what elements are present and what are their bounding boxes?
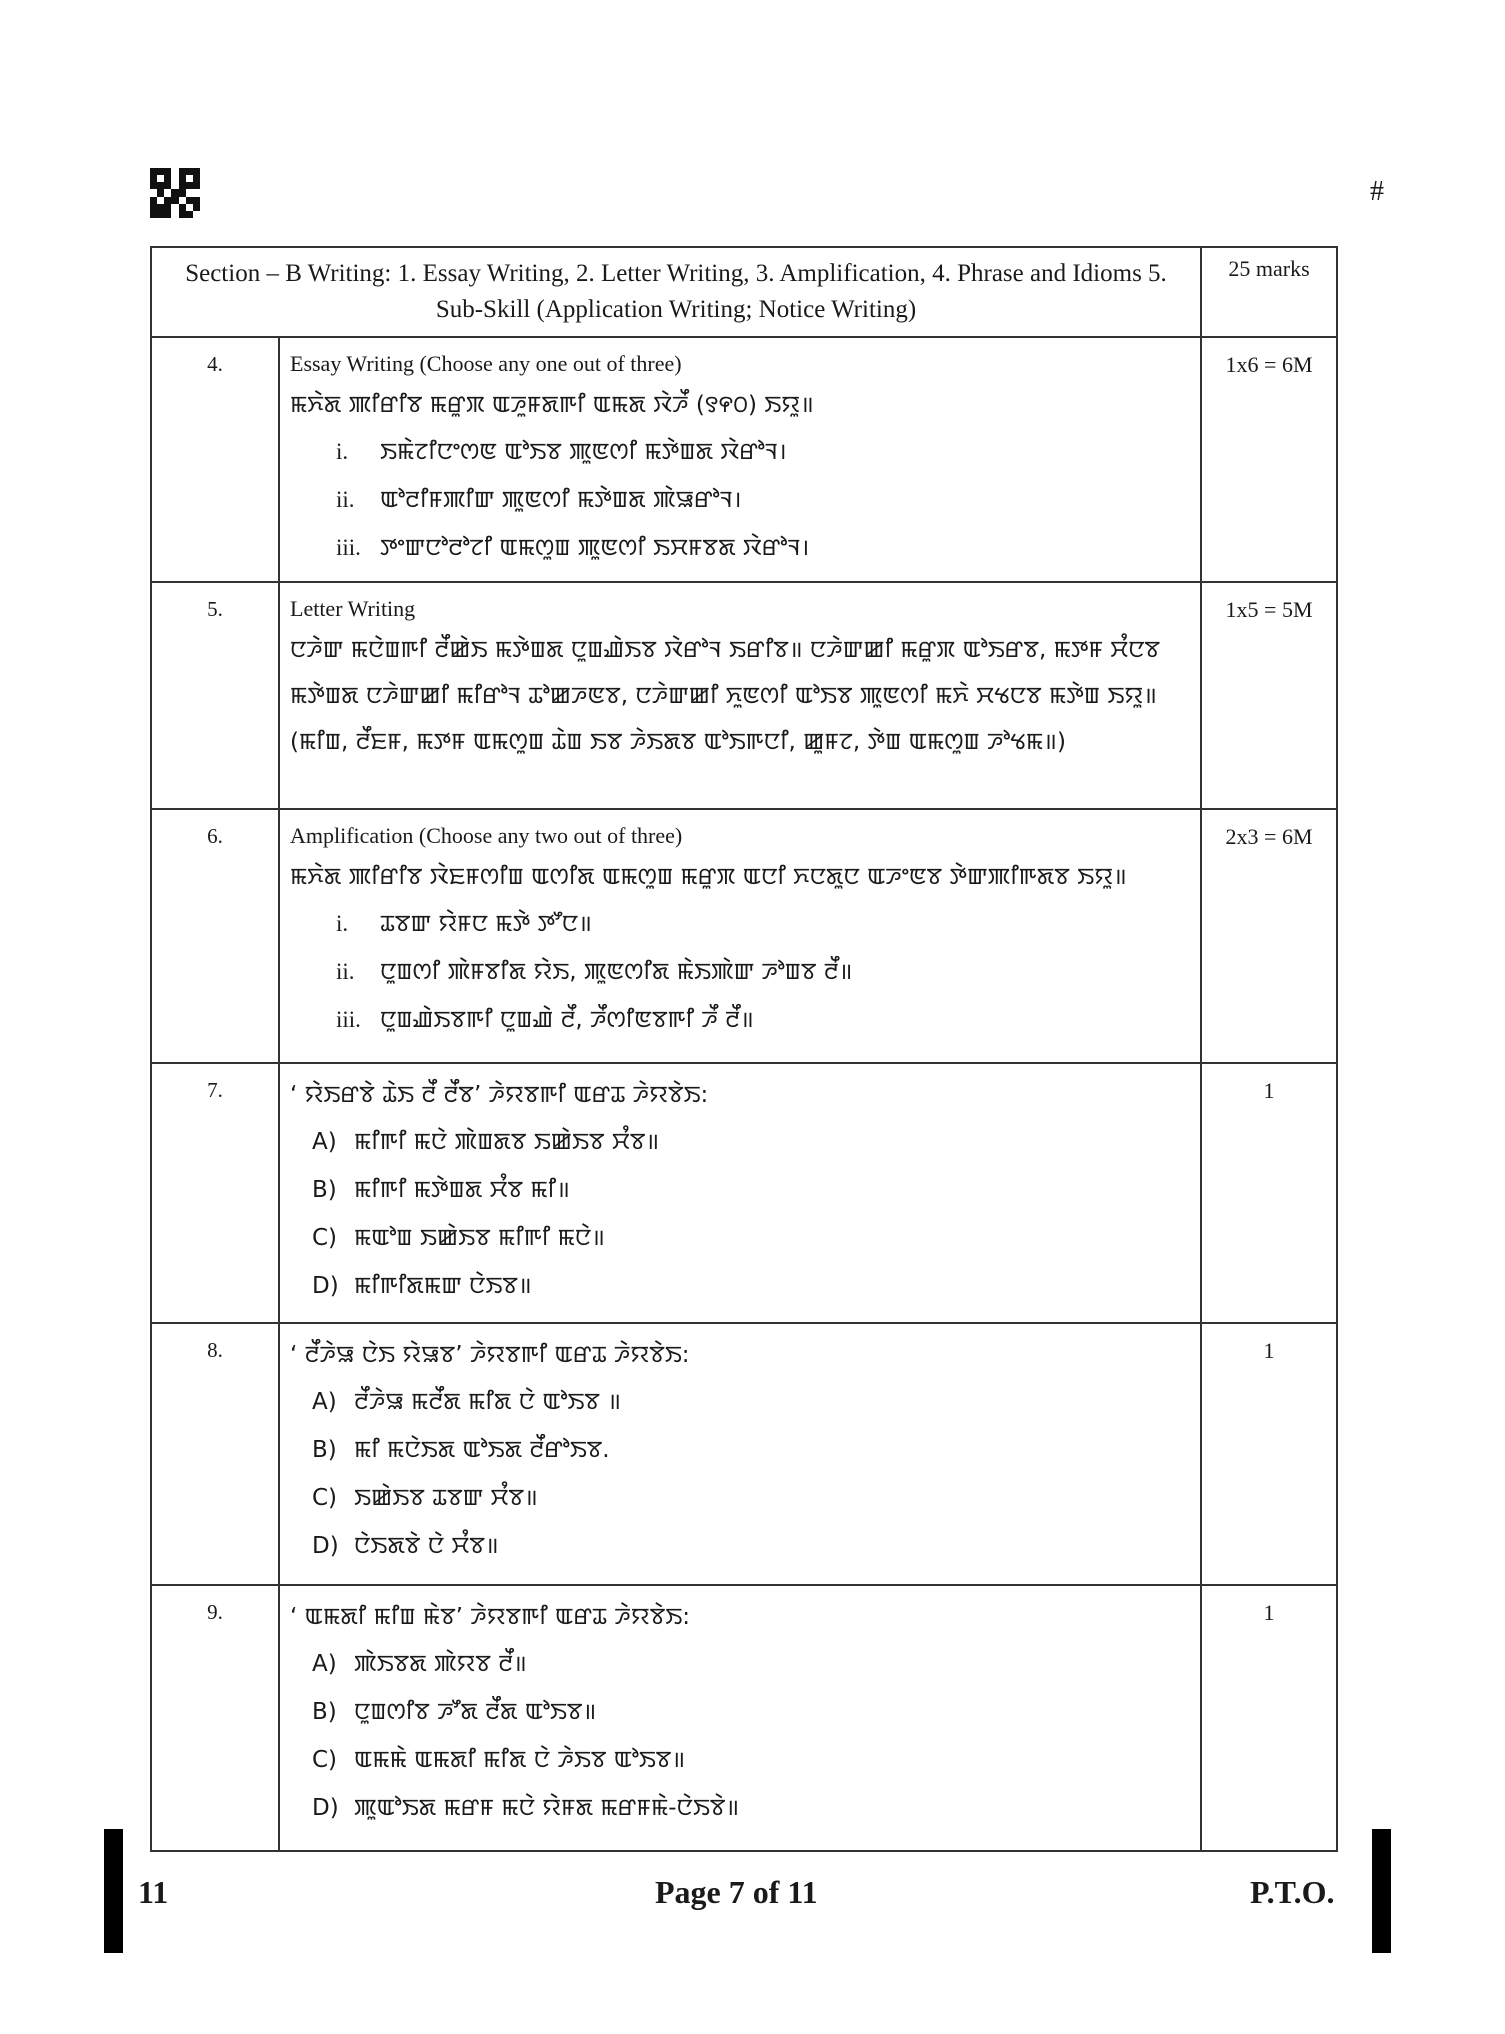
question-number: 7.: [151, 1063, 279, 1323]
question-number: 8.: [151, 1323, 279, 1585]
right-margin-bar: [1372, 1829, 1391, 1953]
option-label: B): [312, 1699, 337, 1725]
option-label: A): [312, 1129, 337, 1155]
option-label: C): [312, 1225, 338, 1251]
answer-option: [290, 1262, 1190, 1310]
question-title: Letter Writing: [290, 596, 416, 621]
item-text: ꯏꯃꯥꯖꯤꯅꯦꯁꯟ ꯑꯣꯏꯕ ꯄꯨꯟꯁꯤ ꯃꯇꯥꯡꯗ ꯋꯥꯔꯣꯜ।: [380, 439, 787, 465]
topic-item: [290, 476, 1190, 524]
question-marks: 1: [1201, 1323, 1337, 1585]
option-text: ꯅꯨꯡꯁꯤꯕ ꯍꯧꯗ ꯂꯩꯗ ꯑꯣꯏꯕ॥: [354, 1699, 597, 1725]
answer-option: [290, 1166, 1190, 1214]
page-hash-mark: #: [1370, 176, 1384, 207]
option-text: ꯑꯃꯃꯥ ꯑꯃꯗꯤ ꯃꯤꯗ ꯅꯥ ꯍꯥꯏꯕ ꯑꯣꯏꯕ॥: [354, 1747, 686, 1773]
footer-code: 11: [138, 1874, 169, 1910]
topic-item: [290, 428, 1190, 476]
option-text: ꯃꯤꯒꯤꯗꯃꯛ ꯅꯥꯏꯕ॥: [354, 1273, 532, 1299]
question-instruction: ꯃꯈꯥꯗ ꯄꯤꯔꯤꯕ ꯃꯔꯨꯞ ꯑꯍꯨꯝꯗꯒꯤ ꯑꯃꯗ ꯋꯥꯍꯩ (꯱꯵꯰) ꯏꯌꯨ॥: [290, 392, 814, 418]
topic-item: [290, 948, 1190, 996]
question-instruction: ꯃꯈꯥꯗ ꯄꯤꯔꯤꯕ ꯋꯥꯐꯝꯁꯤꯡ ꯑꯁꯤꯗ ꯑꯃꯁꯨꯡ ꯃꯔꯨꯞ ꯑꯅꯤ ꯈꯅꯗꯨꯅ ꯑꯍꯦꯟꯕ ꯇꯥꯛꯄꯤꯒꯗꯕ ꯏꯌꯨ॥: [290, 864, 1127, 890]
question-row: [151, 337, 1337, 582]
answer-option: [290, 1378, 1190, 1426]
option-label: B): [312, 1437, 337, 1463]
option-label: A): [312, 1651, 337, 1677]
answer-option: [290, 1640, 1190, 1688]
section-title: Section – B Writing: 1. Essay Writing, 2. Letter Writing, 3. Amplification, 4. Phrase and Idioms 5. Sub-Skill (Application Writing; Notice Writing): [151, 247, 1201, 337]
answer-option: [290, 1474, 1190, 1522]
question-row: [151, 809, 1337, 1063]
question-number: 6.: [151, 809, 279, 1063]
question-number: 4.: [151, 337, 279, 582]
option-text: ꯃꯤ ꯃꯅꯥꯏꯗ ꯑꯣꯏꯗ ꯂꯩꯔꯣꯏꯕ.: [354, 1437, 610, 1463]
question-row: [151, 1063, 1337, 1323]
item-text: ꯑꯣꯂꯤꯝꯄꯤꯛ ꯄꯨꯟꯁꯤ ꯃꯇꯥꯡꯗ ꯄꯥꯎꯔꯣꯜ।: [380, 487, 742, 513]
option-text: ꯄꯥꯏꯕꯗ ꯄꯥꯌꯕ ꯂꯩ॥: [354, 1651, 527, 1677]
answer-option: [290, 1214, 1190, 1262]
question-instruction: ꯅꯍꯥꯛ ꯃꯅꯥꯡꯒꯤ ꯂꯩꯀꯥꯏ ꯃꯇꯥꯡꯗ ꯅꯨꯡꯉꯥꯏꯕ ꯋꯥꯔꯣꯜ ꯏꯔꯤꯕ॥ ꯅꯍꯥꯛꯀꯤ ꯃꯔꯨꯞ ꯑꯣꯏꯔꯕ, ꯃꯇꯝ ꯆꯪꯅꯕ ꯃꯇꯥꯡꯗ ꯅꯍꯥꯛꯀꯤ ꯃꯤꯔꯣꯜ ꯊꯣꯀꯍꯟꯕ, ꯅꯍꯥꯛꯀꯤ ꯈꯨꯟꯁꯤ ꯑꯣꯏꯕ ꯄꯨꯟꯁꯤ ꯃꯈꯥ ꯆꯠꯅꯕ ꯃꯇꯥꯡ ꯏꯌꯨ॥ (ꯃꯤꯡ, ꯂꯩꯐꯝ, ꯃꯇꯝ ꯑꯃꯁꯨꯡ ꯊꯥꯡ ꯏꯕ ꯍꯥꯏꯗꯕ ꯑꯣꯏꯒꯅꯤ, ꯀꯨꯝꯖ, ꯇꯥꯡ ꯑꯃꯁꯨꯡ ꯍꯣꯠꯃ॥): [290, 637, 1161, 755]
section-marks: 25 marks: [1201, 247, 1337, 337]
left-margin-bar: [104, 1829, 123, 1953]
question-row: [151, 582, 1337, 809]
option-text: ꯅꯥꯏꯗꯕꯥ ꯅꯥ ꯆꯪꯕ॥: [354, 1533, 499, 1559]
option-label: C): [312, 1485, 338, 1511]
option-text: ꯄꯨꯑꯣꯏꯗ ꯃꯔꯝ ꯃꯅꯥ ꯌꯥꯝꯗ ꯃꯔꯝꯃꯥ-ꯅꯥꯏꯕꯥ॥: [354, 1795, 740, 1821]
question-marks: 1x6 = 6M: [1201, 337, 1337, 582]
question-title: Amplification (Choose any two out of three): [290, 823, 683, 848]
section-header-row: [151, 247, 1337, 337]
item-number: i.: [336, 439, 349, 464]
item-number: iii.: [336, 1007, 361, 1032]
item-number: ii.: [336, 959, 355, 984]
item-text: ꯅꯨꯡꯉꯥꯏꯕꯒꯤ ꯅꯨꯡꯉꯥ ꯂꯩ, ꯍꯩꯁꯤꯟꯕꯒꯤ ꯍꯩ ꯂꯩ॥: [380, 1007, 754, 1033]
answer-option: [290, 1426, 1190, 1474]
item-number: ii.: [336, 487, 355, 512]
answer-option: [290, 1736, 1190, 1784]
option-text: ꯃꯤꯒꯤ ꯃꯅꯥ ꯄꯥꯡꯗꯕ ꯏꯀꯥꯏꯕ ꯆꯪꯕ॥: [354, 1129, 660, 1155]
question-title: ‘ ꯑꯃꯗꯤ ꯃꯤꯡ ꯃꯥꯕ’ ꯍꯥꯌꯕꯒꯤ ꯑꯔꯊ ꯍꯥꯌꯕꯥꯏ:: [290, 1604, 691, 1630]
question-marks: 1: [1201, 1063, 1337, 1323]
question-table: [150, 246, 1338, 1852]
question-number: 5.: [151, 582, 279, 809]
option-label: D): [312, 1273, 339, 1299]
option-text: ꯃꯤꯒꯤ ꯃꯇꯥꯡꯗ ꯆꯪꯕ ꯃꯤ॥: [354, 1177, 570, 1203]
question-title: ‘ ꯌꯥꯏꯔꯕꯥ ꯊꯥꯏ ꯂꯩ ꯂꯩꯕ’ ꯍꯥꯌꯕꯒꯤ ꯑꯔꯊ ꯍꯥꯌꯕꯥꯏ:: [290, 1082, 709, 1108]
question-marks: 1: [1201, 1585, 1337, 1851]
option-text: ꯏꯀꯥꯏꯕ ꯊꯕꯛ ꯆꯪꯕ॥: [354, 1485, 538, 1511]
item-number: iii.: [336, 535, 361, 560]
question-title: Essay Writing (Choose any one out of three): [290, 351, 682, 376]
question-marks: 2x3 = 6M: [1201, 809, 1337, 1063]
option-label: A): [312, 1389, 337, 1415]
option-label: D): [312, 1533, 339, 1559]
answer-option: [290, 1522, 1190, 1570]
question-marks: 1x5 = 5M: [1201, 582, 1337, 809]
pto-label: P.T.O.: [1250, 1874, 1335, 1910]
topic-item: [290, 900, 1190, 948]
question-title: ‘ ꯂꯩꯍꯥꯎ ꯅꯥꯏ ꯌꯥꯎꯕ’ ꯍꯥꯌꯕꯒꯤ ꯑꯔꯊ ꯍꯥꯌꯕꯥꯏ:: [290, 1342, 690, 1368]
topic-item: [290, 524, 1190, 572]
item-text: ꯅꯨꯡꯁꯤ ꯄꯥꯝꯕꯤꯗ ꯌꯥꯏ, ꯄꯨꯟꯁꯤꯗ ꯃꯥꯏꯄꯥꯛ ꯍꯣꯡꯕ ꯂꯩ॥: [380, 959, 853, 985]
option-text: ꯃꯑꯣꯡ ꯏꯀꯥꯏꯕ ꯃꯤꯒꯤ ꯃꯅꯥ॥: [354, 1225, 605, 1251]
item-text: ꯊꯕꯛ ꯌꯥꯝꯅ ꯃꯇꯥ ꯇꯧꯅ॥: [380, 911, 592, 937]
item-number: i.: [336, 911, 349, 936]
option-label: D): [312, 1795, 339, 1821]
answer-option: [290, 1118, 1190, 1166]
option-label: C): [312, 1747, 338, 1773]
topic-item: [290, 996, 1190, 1044]
answer-option: [290, 1688, 1190, 1736]
item-text: ꯇꯦꯛꯅꯣꯂꯣꯖꯤ ꯑꯃꯁꯨꯡ ꯄꯨꯟꯁꯤ ꯏꯆꯝꯕꯗ ꯋꯥꯔꯣꯜ।: [380, 535, 810, 561]
answer-option: [290, 1784, 1190, 1832]
page-number: Page 7 of 11: [655, 1874, 818, 1910]
question-row: [151, 1585, 1337, 1851]
qr-code: [150, 168, 200, 218]
option-text: ꯂꯩꯍꯥꯎ ꯃꯂꯩꯗ ꯃꯤꯗ ꯅꯥ ꯑꯣꯏꯕ ॥: [354, 1389, 621, 1415]
question-number: 9.: [151, 1585, 279, 1851]
option-label: B): [312, 1177, 337, 1203]
question-row: [151, 1323, 1337, 1585]
